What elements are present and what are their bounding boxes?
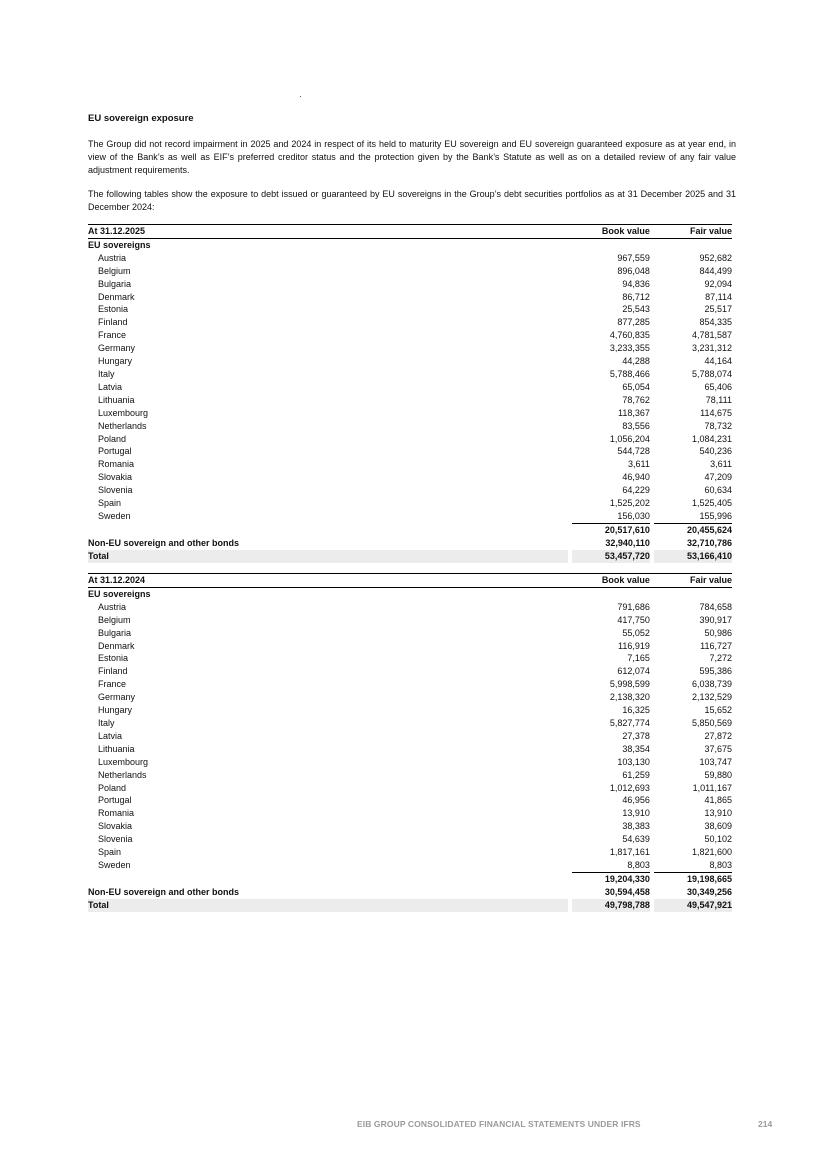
table-row	[88, 433, 732, 446]
table-row	[88, 756, 732, 769]
book-value: 83,556	[622, 420, 650, 431]
book-value: 38,383	[622, 821, 650, 832]
fair-value: 540,236	[699, 446, 732, 457]
subtotal-row	[88, 523, 732, 536]
total-row	[88, 899, 732, 912]
group-label-row	[88, 238, 732, 251]
non-eu-row	[88, 886, 732, 899]
book-value: 25,543	[622, 304, 650, 315]
table-row	[88, 627, 732, 640]
table-row	[88, 665, 732, 678]
book-value: 877,285	[617, 317, 650, 328]
table-row	[88, 652, 732, 665]
country-name: Germany	[98, 343, 136, 354]
country-name: Latvia	[98, 730, 123, 741]
fair-value: 6,038,739	[691, 679, 732, 690]
table-row	[88, 510, 732, 523]
book-value: 1,525,202	[609, 498, 650, 509]
table-row	[88, 381, 732, 394]
book-value: 1,012,693	[609, 782, 650, 793]
book-value: 612,074	[617, 666, 650, 677]
country-name: France	[98, 330, 127, 341]
country-name: Estonia	[98, 653, 129, 664]
subtotal-book-value: 19,204,330	[572, 872, 650, 885]
table-row	[88, 497, 732, 510]
fair-value: 50,986	[704, 627, 732, 638]
book-value: 1,817,161	[609, 847, 650, 858]
book-value: 44,288	[622, 356, 650, 367]
country-name: Spain	[98, 847, 122, 858]
subtotal-fair-value: 19,198,665	[654, 872, 732, 885]
table-row	[88, 640, 732, 653]
book-value: 4,760,835	[609, 330, 650, 341]
book-value: 417,750	[617, 614, 650, 625]
book-value: 3,611	[628, 459, 650, 470]
country-name: Romania	[98, 459, 135, 470]
non-eu-fair-value: 32,710,786	[686, 537, 732, 548]
fair-value: 47,209	[704, 472, 732, 483]
book-value: 16,325	[622, 705, 650, 716]
fair-value: 854,335	[699, 317, 732, 328]
fair-value: 37,675	[704, 743, 732, 754]
book-value: 46,956	[622, 795, 650, 806]
stray-dot	[300, 96, 301, 97]
total-fair-value: 49,547,921	[654, 899, 732, 912]
fair-value: 2,132,529	[691, 692, 732, 703]
table-row	[88, 484, 732, 497]
exposure-table-2025	[88, 224, 732, 563]
group-label: EU sovereigns	[88, 239, 151, 250]
fair-value: 784,658	[699, 601, 732, 612]
subtotal-row	[88, 872, 732, 885]
country-name: Italy	[98, 717, 115, 728]
fair-value: 60,634	[704, 485, 732, 496]
fair-value: 3,611	[710, 459, 732, 470]
fair-value: 13,910	[704, 808, 732, 819]
country-name: Luxembourg	[98, 756, 149, 767]
exposure-table-2024	[88, 573, 732, 912]
fair-value: 1,011,167	[692, 782, 732, 793]
table-row	[88, 368, 732, 381]
country-name: Belgium	[98, 265, 131, 276]
country-name: Spain	[98, 498, 122, 509]
country-name: Bulgaria	[98, 278, 132, 289]
table-row	[88, 420, 732, 433]
fair-value: 41,865	[704, 795, 732, 806]
fair-value: 65,406	[704, 381, 732, 392]
book-value: 8,803	[627, 859, 650, 870]
country-name: Lithuania	[98, 743, 135, 754]
book-value: 5,827,774	[609, 717, 650, 728]
book-value: 86,712	[622, 291, 650, 302]
fair-value: 25,517	[704, 304, 732, 315]
book-value: 156,030	[617, 510, 650, 521]
group-label: EU sovereigns	[88, 588, 151, 599]
fair-value: 114,675	[700, 407, 732, 418]
tables-intro-paragraph: The following tables show the exposure to debt issued or guaranteed by EU sovereigns in the Group’s debt securities portfolios as at 31 December 2025 and 31 December 2024:	[88, 189, 736, 212]
table-row	[88, 601, 732, 614]
country-name: Germany	[98, 692, 136, 703]
country-name: Lithuania	[98, 394, 135, 405]
fair-value: 4,781,587	[691, 330, 732, 341]
total-fair-value: 53,166,410	[654, 550, 732, 563]
country-name: Luxembourg	[98, 407, 149, 418]
section-title: EU sovereign exposure	[88, 113, 194, 124]
country-name: Bulgaria	[98, 627, 132, 638]
document-footer: EIB GROUP CONSOLIDATED FINANCIAL STATEMENTS UNDER IFRS	[357, 1119, 641, 1129]
fair-value: 390,917	[699, 614, 732, 625]
book-value: 2,138,320	[609, 692, 650, 703]
fair-value: 5,788,074	[691, 368, 732, 379]
total-label: Total	[88, 899, 568, 912]
country-name: Slovenia	[98, 485, 133, 496]
table-row	[88, 614, 732, 627]
country-name: Italy	[98, 368, 115, 379]
fair-value: 7,272	[709, 653, 732, 664]
book-value: 3,233,355	[609, 343, 650, 354]
country-name: Austria	[98, 601, 127, 612]
non-eu-row	[88, 537, 732, 550]
total-book-value: 53,457,720	[572, 550, 650, 563]
table-row	[88, 678, 732, 691]
table-row	[88, 265, 732, 278]
book-value: 118,367	[618, 407, 650, 418]
subtotal-fair-value: 20,455,624	[654, 523, 732, 536]
table-row	[88, 730, 732, 743]
table-row	[88, 407, 732, 420]
book-value: 116,919	[618, 640, 650, 651]
fair-value: 50,102	[704, 834, 732, 845]
non-eu-label: Non-EU sovereign and other bonds	[88, 886, 240, 897]
country-name: Denmark	[98, 291, 135, 302]
fair-value: 3,231,312	[691, 343, 732, 354]
book-value: 791,686	[617, 601, 650, 612]
book-value: 64,229	[622, 485, 650, 496]
country-name: Netherlands	[98, 420, 147, 431]
country-name: Sweden	[98, 511, 131, 522]
country-name: Latvia	[98, 381, 123, 392]
table-row	[88, 807, 732, 820]
country-name: Finland	[98, 317, 128, 328]
book-value: 78,762	[622, 394, 650, 405]
book-value: 7,165	[627, 653, 650, 664]
book-value: 1,056,204	[609, 433, 650, 444]
fair-value: 1,821,600	[691, 847, 732, 858]
fair-value: 952,682	[699, 252, 732, 263]
table-row	[88, 445, 732, 458]
table-row	[88, 743, 732, 756]
fair-value: 5,850,569	[691, 717, 732, 728]
fair-value-header: Fair value	[654, 225, 732, 239]
table-row	[88, 252, 732, 265]
table-row	[88, 691, 732, 704]
fair-value: 59,880	[704, 769, 732, 780]
book-value: 103,130	[617, 756, 650, 767]
non-eu-label: Non-EU sovereign and other bonds	[88, 537, 240, 548]
non-eu-fair-value: 30,349,256	[686, 886, 732, 897]
country-name: Romania	[98, 808, 135, 819]
table-row	[88, 794, 732, 807]
fair-value: 103,747	[699, 756, 732, 767]
book-value: 13,910	[622, 808, 650, 819]
country-name: Denmark	[98, 640, 135, 651]
fair-value: 116,727	[700, 640, 732, 651]
fair-value: 155,996	[699, 510, 732, 521]
fair-value: 44,164	[704, 356, 732, 367]
table-date-header: At 31.12.2025	[88, 225, 568, 239]
table-row	[88, 717, 732, 730]
fair-value: 78,111	[705, 394, 732, 405]
country-name: Austria	[98, 252, 127, 263]
fair-value-header: Fair value	[654, 574, 732, 588]
book-value: 5,788,466	[609, 368, 650, 379]
book-value: 55,052	[622, 627, 650, 638]
table-date-header: At 31.12.2024	[88, 574, 568, 588]
fair-value: 1,525,405	[691, 498, 732, 509]
country-name: Hungary	[98, 356, 133, 367]
fair-value: 8,803	[709, 859, 732, 870]
book-value: 65,054	[622, 381, 650, 392]
table-row	[88, 820, 732, 833]
country-name: Belgium	[98, 614, 131, 625]
table-row	[88, 458, 732, 471]
total-label: Total	[88, 550, 568, 563]
fair-value: 595,386	[699, 666, 732, 677]
country-name: Slovenia	[98, 834, 133, 845]
country-name: France	[98, 679, 127, 690]
country-name: Poland	[98, 782, 127, 793]
non-eu-book-value: 30,594,458	[604, 886, 650, 897]
book-value: 27,378	[622, 730, 650, 741]
table-row	[88, 303, 732, 316]
table-row	[88, 278, 732, 291]
intro-paragraph: The Group did not record impairment in 2025 and 2024 in respect of its held to maturity EU sovereign and EU sovereign guaranteed exposure as at year end, in view of the Bank’s as well as EIF’s preferred creditor status and the protection given by the Bank’s Statute as well as on a detailed review of any fair value adjustment requirements.	[88, 139, 736, 175]
table-row	[88, 291, 732, 304]
fair-value: 1,084,231	[691, 433, 732, 444]
country-name: Estonia	[98, 304, 129, 315]
book-value: 544,728	[617, 446, 650, 457]
table-row	[88, 316, 732, 329]
book-value: 61,259	[622, 769, 650, 780]
book-value: 967,559	[617, 252, 650, 263]
book-value: 54,639	[622, 834, 650, 845]
country-name: Slovakia	[98, 821, 133, 832]
country-name: Sweden	[98, 860, 131, 871]
table-row	[88, 329, 732, 342]
group-label-row	[88, 587, 732, 600]
table-row	[88, 471, 732, 484]
table-row	[88, 355, 732, 368]
book-value-header: Book value	[572, 225, 650, 239]
book-value: 5,998,599	[609, 679, 650, 690]
subtotal-book-value: 20,517,610	[572, 523, 650, 536]
country-name: Hungary	[98, 705, 133, 716]
table-row	[88, 769, 732, 782]
table-row	[88, 782, 732, 795]
country-name: Slovakia	[98, 472, 133, 483]
table-row	[88, 704, 732, 717]
book-value: 94,836	[622, 278, 650, 289]
fair-value: 92,094	[704, 278, 732, 289]
fair-value: 27,872	[704, 730, 732, 741]
country-name: Portugal	[98, 446, 132, 457]
total-book-value: 49,798,788	[572, 899, 650, 912]
table-row	[88, 342, 732, 355]
total-row	[88, 550, 732, 563]
table-row	[88, 833, 732, 846]
fair-value: 15,652	[704, 705, 732, 716]
country-name: Portugal	[98, 795, 132, 806]
country-name: Poland	[98, 433, 127, 444]
book-value-header: Book value	[572, 574, 650, 588]
table-row	[88, 859, 732, 872]
fair-value: 87,114	[705, 291, 732, 302]
page-number: 214	[758, 1119, 773, 1129]
table-row	[88, 846, 732, 859]
book-value: 46,940	[622, 472, 650, 483]
fair-value: 38,609	[704, 821, 732, 832]
fair-value: 78,732	[704, 420, 732, 431]
book-value: 38,354	[622, 743, 650, 754]
fair-value: 844,499	[699, 265, 732, 276]
non-eu-book-value: 32,940,110	[605, 537, 650, 548]
country-name: Netherlands	[98, 769, 147, 780]
book-value: 896,048	[617, 265, 650, 276]
table-row	[88, 394, 732, 407]
country-name: Finland	[98, 666, 128, 677]
